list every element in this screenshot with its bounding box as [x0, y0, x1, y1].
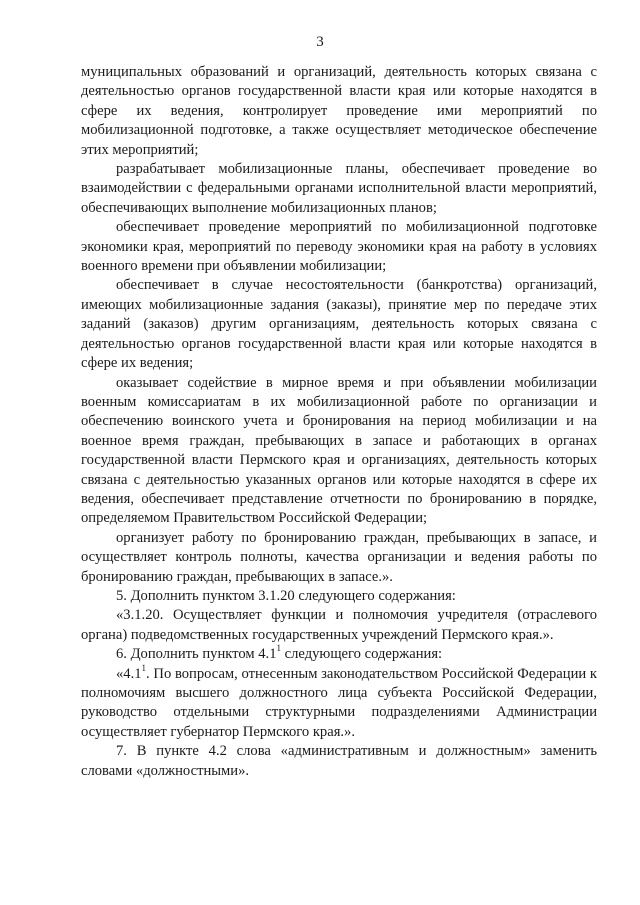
item-4-1-1-text-start: «4.1: [116, 665, 142, 682]
paragraph-6: организует работу по бронированию граждан, пребывающих в запасе, и осуществляет контроль полноты, качества организации и ведения работы по бронированию граждан, пребывающих в запасе.».: [81, 529, 597, 585]
item-6-superscript: 1: [276, 643, 281, 654]
document-body: [81, 63, 597, 781]
paragraph-item-5: 5. Дополнить пунктом 3.1.20 следующего содержания:: [116, 587, 456, 604]
paragraph-item-3-1-20: «3.1.20. Осуществляет функции и полномочия учредителя (отраслевого органа) подведомственных государственных учреждений Пермского края.».: [81, 607, 597, 643]
item-6-text-start: 6. Дополнить пунктом 4.1: [116, 646, 277, 663]
paragraph-item-7: 7. В пункте 4.2 слова «административным и должностным» заменить словами «должностными».: [81, 743, 597, 779]
item-4-1-1-superscript: 1: [141, 662, 147, 673]
paragraph-2: разрабатывает мобилизационные планы, обеспечивает проведение во взаимодействии с федеральными органами исполнительной власти мероприятий, обеспечивающих выполнение мобилизационных планов;: [81, 161, 597, 216]
paragraph-5: оказывает содействие в мирное время и при объявлении мобилизации военным комиссариатам в их мобилизационной работе по организации и обеспечению воинского учета и бронирования на период мобилизации и на военное время граждан, пребывающих в запасе и работающих в органах государственной власти Пермского края и организациях, деятельность которых связана с деятельностью указанных органов или которые находятся в сфере их ведения, обеспечивает представление отчетности по бронированию в порядке, определяемом Правительством Российской Федерации;: [81, 374, 597, 527]
paragraph-3: обеспечивает проведение мероприятий по мобилизационной подготовке экономики края, мероприятий по переводу экономики края на работу в условиях военного времени при объявлении мобилизации;: [81, 219, 597, 275]
paragraph-item-6: [81, 645, 597, 664]
paragraph-4: обеспечивает в случае несостоятельности (банкротства) организаций, имеющих мобилизационные задания (заказы), принятие мер по передаче этих заданий (заказов) другим организациям, деятельность которых связана с деятельностью органов государственной власти края или которые находятся в сфере их ведения;: [81, 277, 597, 372]
page-number: 3: [316, 34, 324, 50]
item-4-1-1-text-end: . По вопросам, отнесенным законодательством Российской Федерации к полномочиям высшего должностного лица субъекта Российской Федерации, руководство отдельными структурными подразделениями Администрации осуществляет губернатор Пермского края.».: [81, 665, 597, 740]
paragraph-item-4-1-1: [81, 662, 597, 743]
paragraph-1: муниципальных образований и организаций, деятельность которых связана с деятельностью органов государственной власти края или которые находятся в сфере их ведения, контролирует проведение ими мероприятий по мобилизационной подготовке, а также осуществляет методическое обеспечение этих мероприятий;: [81, 64, 597, 158]
item-6-text-end: следующего содержания:: [281, 646, 443, 663]
